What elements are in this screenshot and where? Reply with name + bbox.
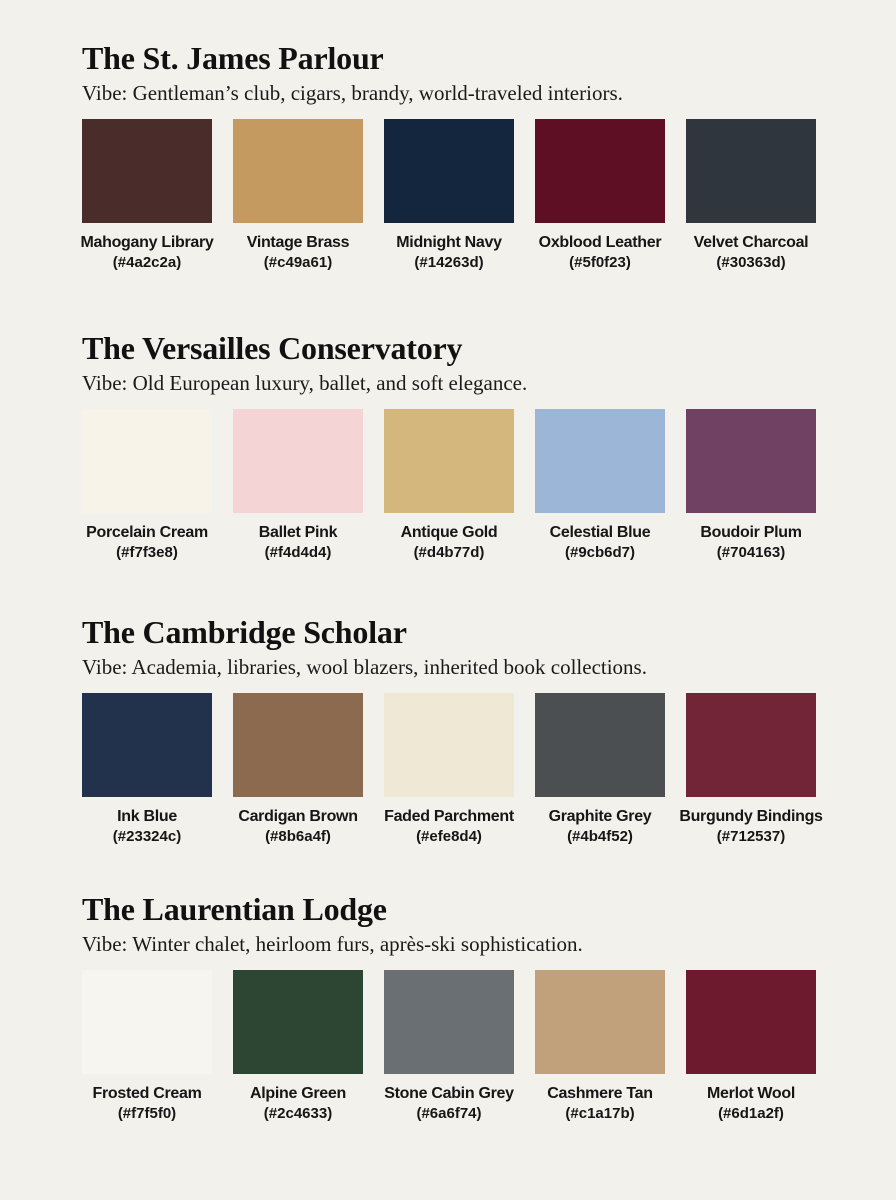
color-chip: [82, 693, 212, 797]
swatch-hex: (#4b4f52): [567, 828, 633, 845]
color-chip: [384, 693, 514, 797]
palette-vibe: Vibe: Winter chalet, heirloom furs, après-ski sophistication.: [82, 932, 583, 956]
color-chip: [686, 409, 816, 513]
swatch-hex: (#6a6f74): [416, 1105, 482, 1122]
swatch: [384, 409, 514, 563]
swatch: [233, 119, 363, 273]
color-chip: [686, 693, 816, 797]
swatch-name: Velvet Charcoal: [693, 234, 809, 251]
swatch: [82, 409, 212, 563]
color-chip: [686, 970, 816, 1074]
swatch-name: Ink Blue: [117, 808, 177, 825]
color-chip: [535, 970, 665, 1074]
swatch: [679, 693, 823, 847]
swatch-hex: (#704163): [716, 544, 786, 561]
swatch: [384, 119, 514, 273]
palette-section-versailles: [82, 330, 822, 579]
swatch-name: Antique Gold: [400, 524, 498, 541]
color-chip: [384, 119, 514, 223]
swatch-name: Boudoir Plum: [700, 524, 802, 541]
color-chip: [233, 970, 363, 1074]
swatch: [82, 970, 212, 1124]
palette-section-laurentian: [82, 891, 822, 1140]
swatch-hex: (#8b6a4f): [265, 828, 331, 845]
swatch: [233, 693, 363, 847]
swatch-name: Oxblood Leather: [538, 234, 662, 251]
swatch: [535, 409, 665, 563]
swatch: [233, 970, 363, 1124]
swatch: [686, 409, 816, 563]
swatch-hex: (#4a2c2a): [112, 254, 182, 271]
swatch-name: Mahogany Library: [80, 234, 214, 251]
color-chip: [82, 119, 212, 223]
palette-title: The Cambridge Scholar: [82, 614, 407, 650]
swatch-name: Vintage Brass: [246, 234, 350, 251]
swatch-name: Ballet Pink: [258, 524, 338, 541]
swatch: [82, 119, 212, 273]
swatch: [535, 119, 665, 273]
color-chip: [233, 693, 363, 797]
swatch-hex: (#712537): [716, 828, 786, 845]
swatch-name: Graphite Grey: [548, 808, 652, 825]
swatch-name: Cashmere Tan: [547, 1085, 653, 1102]
swatch: [384, 970, 514, 1124]
swatch-name: Burgundy Bindings: [679, 808, 823, 825]
swatch: [686, 119, 816, 273]
color-chip: [686, 119, 816, 223]
color-chip: [535, 693, 665, 797]
swatch-hex: (#6d1a2f): [718, 1105, 784, 1122]
color-chip: [535, 119, 665, 223]
color-chip: [535, 409, 665, 513]
swatch-hex: (#efe8d4): [416, 828, 482, 845]
swatch-hex: (#9cb6d7): [564, 544, 636, 561]
swatch-hex: (#d4b77d): [413, 544, 485, 561]
palette-title: The Versailles Conservatory: [82, 330, 463, 366]
color-chip: [233, 409, 363, 513]
swatch-name: Celestial Blue: [549, 524, 651, 541]
swatch-name: Faded Parchment: [384, 808, 514, 825]
palette-vibe: Vibe: Old European luxury, ballet, and soft elegance.: [82, 371, 528, 395]
color-chip: [233, 119, 363, 223]
swatch-name: Midnight Navy: [396, 234, 502, 251]
palette-title: The Laurentian Lodge: [82, 891, 387, 927]
swatch-hex: (#f7f5f0): [117, 1105, 177, 1122]
swatch-hex: (#14263d): [414, 254, 484, 271]
swatch: [384, 693, 514, 847]
palette-vibe: Vibe: Academia, libraries, wool blazers, inherited book collections.: [82, 655, 647, 679]
swatch-row: [82, 693, 822, 863]
swatch-name: Porcelain Cream: [86, 524, 208, 541]
swatch-row: [82, 119, 822, 289]
swatch: [535, 970, 665, 1124]
swatch-hex: (#2c4633): [263, 1105, 333, 1122]
swatch-hex: (#5f0f23): [569, 254, 631, 271]
swatch-name: Alpine Green: [250, 1085, 346, 1102]
color-chip: [82, 970, 212, 1074]
swatch-row: [82, 409, 822, 579]
swatch-hex: (#f4d4d4): [264, 544, 332, 561]
swatch-name: Frosted Cream: [92, 1085, 202, 1102]
swatch-name: Merlot Wool: [707, 1085, 795, 1102]
palette-section-st-james: [82, 40, 822, 289]
swatch-hex: (#f7f3e8): [116, 544, 178, 561]
swatch-name: Cardigan Brown: [238, 808, 358, 825]
color-chip: [384, 970, 514, 1074]
swatch: [82, 693, 212, 847]
swatch: [686, 970, 816, 1124]
color-chip: [384, 409, 514, 513]
palette-vibe: Vibe: Gentleman’s club, cigars, brandy, world-traveled interiors.: [82, 81, 623, 105]
swatch-hex: (#c1a17b): [565, 1105, 635, 1122]
palette-section-cambridge: [82, 614, 822, 863]
swatch: [233, 409, 363, 563]
swatch-hex: (#30363d): [716, 254, 786, 271]
swatch-hex: (#23324c): [112, 828, 182, 845]
swatch-hex: (#c49a61): [263, 254, 333, 271]
swatch-row: [82, 970, 822, 1140]
color-chip: [82, 409, 212, 513]
palette-title: The St. James Parlour: [82, 40, 384, 76]
swatch-name: Stone Cabin Grey: [384, 1085, 514, 1102]
swatch: [535, 693, 665, 847]
